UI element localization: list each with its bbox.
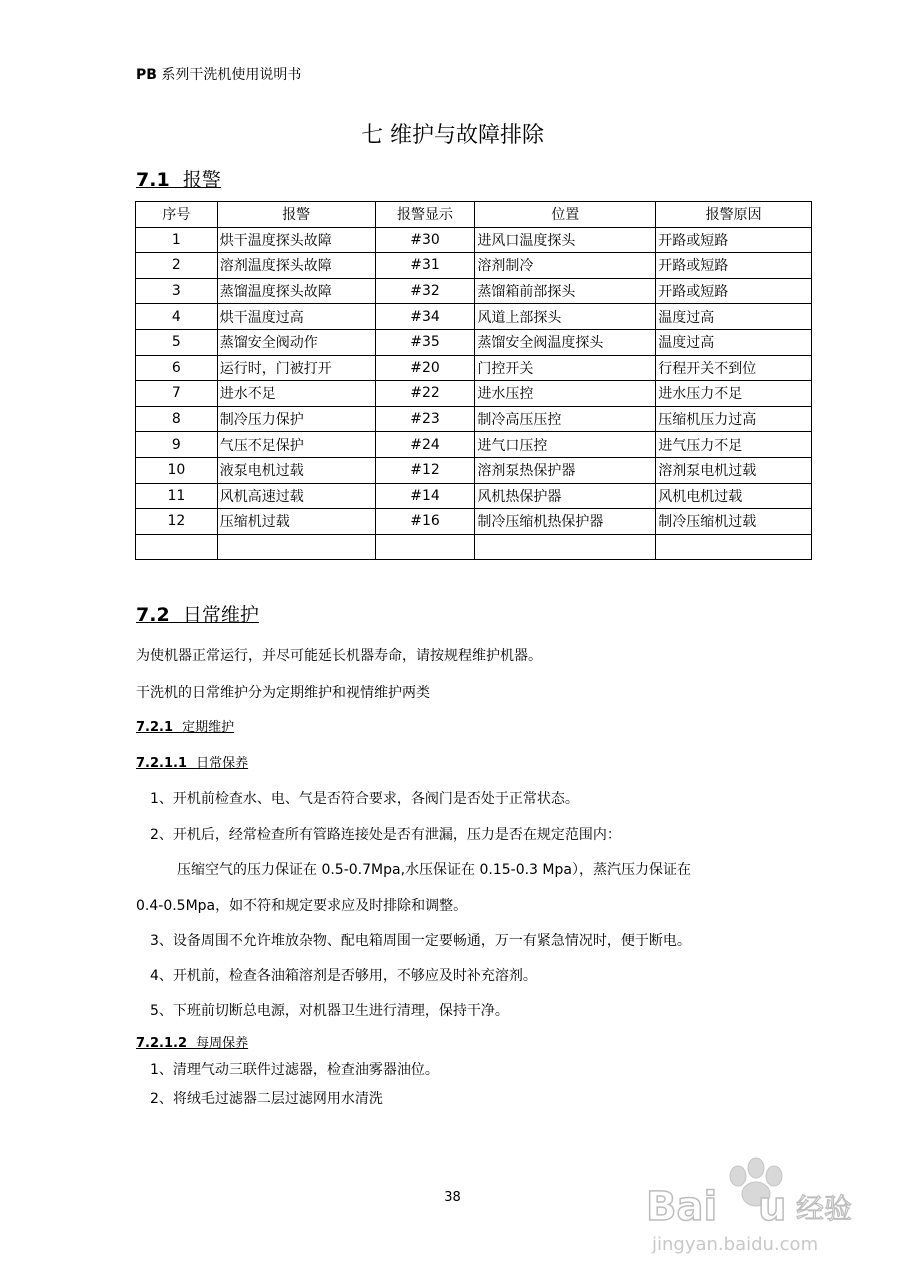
cell-alarm: 气压不足保护 [217,432,375,458]
section-number: 7.1 [136,169,170,191]
cell-alarm: 溶剂温度探头故障 [217,253,375,279]
header-prefix: PB [136,67,157,83]
daily-item-5: 5、下班前切断总电源，对机器卫生进行清理，保持干净。 [150,1003,509,1019]
section-title: 日常维护 [182,604,259,626]
cell-display: #14 [375,483,475,509]
cell-alarm: 烘干温度过高 [217,304,375,330]
table-row [136,534,812,560]
cell-location: 溶剂泵热保护器 [475,457,656,483]
chapter-title: 七 维护与故障排除 [361,123,544,148]
cell-display: #32 [375,278,475,304]
cell-index: 11 [136,483,218,509]
daily-item-1: 1、开机前检查水、电、气是否符合要求，各阀门是否处于正常状态。 [150,791,579,807]
table-row [136,304,812,330]
cell-alarm: 制冷压力保护 [217,406,375,432]
section-number: 7.2.1 [136,720,174,735]
section-7-2-1-2-heading [136,1032,248,1051]
table-row [136,278,812,304]
cell-alarm [217,534,375,560]
cell-index: 9 [136,432,218,458]
cell-location: 风机热保护器 [475,483,656,509]
cell-index: 4 [136,304,218,330]
cell-alarm: 压缩机过载 [217,509,375,535]
cell-cause [656,534,812,560]
col-header-display: 报警显示 [375,202,475,228]
svg-text:经验: 经验 [796,1192,853,1225]
cell-display [375,534,475,560]
daily-item-2: 2、开机后，经常检查所有管路连接处是否有泄漏，压力是否在规定范围内： [150,827,621,843]
cell-index: 2 [136,253,218,279]
cell-cause: 溶剂泵电机过载 [656,457,812,483]
section-7-2-1-heading [136,716,234,735]
cell-display: #23 [375,406,475,432]
cell-location: 进风口温度探头 [475,227,656,253]
table-row [136,329,812,355]
cell-alarm: 烘干温度探头故障 [217,227,375,253]
section-title: 报警 [182,169,221,191]
table-row [136,509,812,535]
cell-location: 门控开关 [475,355,656,381]
section-title: 每周保养 [196,1036,249,1051]
cell-display: #30 [375,227,475,253]
cell-location [475,534,656,560]
section-7-2-heading [136,600,259,627]
table-row [136,355,812,381]
cell-index [136,534,218,560]
cell-cause: 开路或短路 [656,278,812,304]
col-header-index: 序号 [136,202,218,228]
svg-text:Bai: Bai [646,1184,718,1230]
cell-alarm: 蒸馏温度探头故障 [217,278,375,304]
col-header-cause: 报警原因 [656,202,812,228]
cell-index: 6 [136,355,218,381]
cell-index: 1 [136,227,218,253]
weekly-item-2: 2、将绒毛过滤器二层过滤网用水清洗 [150,1091,383,1107]
cell-location: 制冷高压压控 [475,406,656,432]
header-title: 系列干洗机使用说明书 [156,67,302,83]
cell-index: 12 [136,509,218,535]
paragraph-intro: 为使机器正常运行，并尽可能延长机器寿命，请按规程维护机器。 [136,648,542,664]
cell-location: 进水压控 [475,381,656,407]
section-number: 7.2 [136,604,170,626]
cell-cause: 风机电机过载 [656,483,812,509]
cell-location: 风道上部探头 [475,304,656,330]
page-number: 38 [444,1190,461,1205]
table-row [136,483,812,509]
cell-location: 制冷压缩机热保护器 [475,509,656,535]
table-row [136,227,812,253]
cell-display: #24 [375,432,475,458]
table-row [136,253,812,279]
cell-cause: 制冷压缩机过载 [656,509,812,535]
cell-display: #34 [375,304,475,330]
cell-location: 蒸馏安全阀温度探头 [475,329,656,355]
cell-display: #35 [375,329,475,355]
cell-location: 蒸馏箱前部探头 [475,278,656,304]
cell-cause: 进水压力不足 [656,381,812,407]
cell-location: 进气口压控 [475,432,656,458]
section-number: 7.2.1.2 [136,1036,187,1051]
table-header-row [136,202,812,228]
baidu-jingyan-watermark [646,1148,861,1258]
table-row [136,457,812,483]
svg-text:jingyan.baidu.com: jingyan.baidu.com [652,1234,819,1255]
col-header-alarm: 报警 [217,202,375,228]
cell-display: #22 [375,381,475,407]
section-title: 日常保养 [196,756,249,771]
cell-display: #31 [375,253,475,279]
cell-alarm: 进水不足 [217,381,375,407]
baidu-logo-icon [646,1148,861,1258]
cell-alarm: 风机高速过载 [217,483,375,509]
paragraph-types: 干洗机的日常维护分为定期维护和视情维护两类 [136,685,430,701]
cell-cause: 开路或短路 [656,227,812,253]
cell-cause: 开路或短路 [656,253,812,279]
cell-index: 3 [136,278,218,304]
cell-cause: 压缩机压力过高 [656,406,812,432]
weekly-item-1: 1、清理气动三联件过滤器，检查油雾器油位。 [150,1062,439,1078]
cell-cause: 行程开关不到位 [656,355,812,381]
alarm-table [135,201,812,560]
cell-alarm: 液泵电机过载 [217,457,375,483]
svg-text:u: u [758,1184,787,1230]
cell-location: 溶剂制冷 [475,253,656,279]
cell-alarm: 运行时，门被打开 [217,355,375,381]
section-number: 7.2.1.1 [136,756,187,771]
cell-index: 7 [136,381,218,407]
table-row [136,381,812,407]
cell-alarm: 蒸馏安全阀动作 [217,329,375,355]
document-header [136,64,301,84]
cell-cause: 温度过高 [656,329,812,355]
cell-index: 5 [136,329,218,355]
daily-item-3: 3、设备周围不允许堆放杂物、配电箱周围一定要畅通，万一有紧急情况时，便于断电。 [150,933,691,949]
daily-item-2-steam: 0.4-0.5Mpa，如不符和规定要求应及时排除和调整。 [136,898,468,914]
cell-index: 10 [136,457,218,483]
section-7-1-heading [136,165,221,192]
cell-cause: 进气压力不足 [656,432,812,458]
cell-cause: 温度过高 [656,304,812,330]
cell-index: 8 [136,406,218,432]
cell-display: #16 [375,509,475,535]
section-title: 定期维护 [182,720,235,735]
daily-item-4: 4、开机前，检查各油箱溶剂是否够用，不够应及时补充溶剂。 [150,968,537,984]
col-header-location: 位置 [475,202,656,228]
daily-item-2-pressure: 压缩空气的压力保证在 0.5-0.7Mpa,水压保证在 0.15-0.3 Mpa），蒸汽压力保证在 [177,862,691,878]
cell-display: #20 [375,355,475,381]
table-row [136,406,812,432]
table-row [136,432,812,458]
section-7-2-1-1-heading [136,752,248,771]
cell-display: #12 [375,457,475,483]
